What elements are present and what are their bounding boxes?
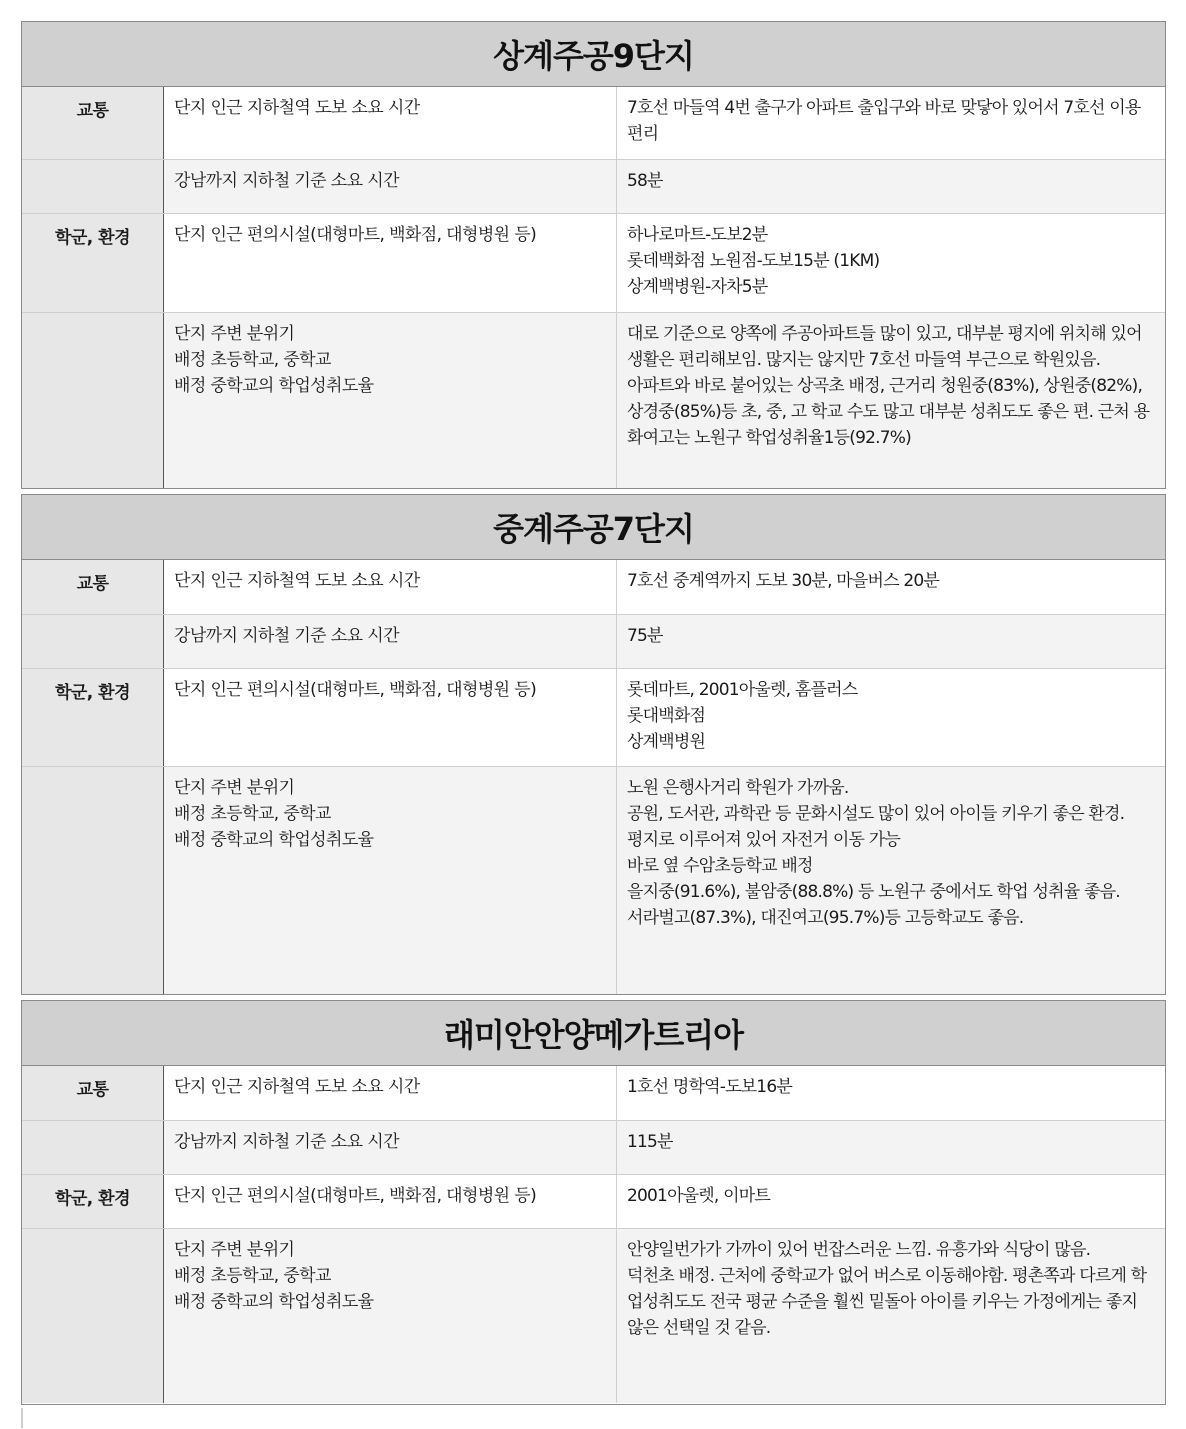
value-cell: 7호선 중계역까지 도보 30분, 마을버스 20분 bbox=[627, 571, 940, 591]
table-row bbox=[22, 614, 1165, 668]
table-row bbox=[22, 213, 1165, 312]
complex-table-3 bbox=[21, 1000, 1166, 1405]
complex-table-2 bbox=[21, 494, 1166, 995]
value-cell: 노원 은행사거리 학원가 가까움. 공원, 도서관, 과학관 등 문화시설도 많이 있어 아이들 키우기 좋은 환경. 평지로 이루어져 있어 자전거 이동 가능 바로 옆 수암초등학교 배정 을지중(91.6%), 불암중(88.8%) 등 노원구 중에서도 학업 성취율 좋음. 서라벌고(87.3%), 대진여고(95.7%)등 고등학교도 좋음. bbox=[617, 767, 1165, 994]
category-cell: 학군, 환경 bbox=[22, 669, 164, 766]
category-cell: 학군, 환경 bbox=[22, 214, 164, 312]
item-cell: 강남까지 지하철 기준 소요 시간 bbox=[164, 1121, 617, 1174]
value-cell: 115분 bbox=[617, 1121, 1165, 1174]
complex-title: 상계주공9단지 bbox=[22, 22, 1165, 87]
category-cell bbox=[22, 767, 164, 994]
category-cell bbox=[22, 615, 164, 668]
table-row bbox=[22, 159, 1165, 213]
item-cell: 단지 인근 지하철역 도보 소요 시간 bbox=[164, 1066, 617, 1120]
category-cell: 교통 bbox=[22, 87, 164, 159]
value-cell: 7호선 마들역 4번 출구가 아파트 출입구와 바로 맞닿아 있어서 7호선 이용 편리 bbox=[627, 98, 1141, 144]
complex-title: 래미안안양메가트리아 bbox=[22, 1001, 1165, 1066]
value-cell: 75분 bbox=[617, 615, 1165, 668]
item-cell: 단지 인근 지하철역 도보 소요 시간 bbox=[164, 560, 617, 614]
table-row bbox=[22, 1174, 1165, 1228]
category-cell: 학군, 환경 bbox=[22, 1175, 164, 1228]
table-row bbox=[22, 1228, 1165, 1403]
table-row bbox=[22, 1066, 1165, 1120]
item-cell: 단지 인근 편의시설(대형마트, 백화점, 대형병원 등) bbox=[164, 214, 617, 312]
table-row bbox=[22, 766, 1165, 994]
item-cell: 단지 인근 편의시설(대형마트, 백화점, 대형병원 등) bbox=[164, 669, 617, 766]
text-cursor bbox=[21, 1408, 23, 1428]
item-cell: 단지 인근 편의시설(대형마트, 백화점, 대형병원 등) bbox=[164, 1175, 617, 1228]
value-cell: 롯데마트, 2001아울렛, 홈플러스 롯대백화점 상계백병원 bbox=[627, 680, 858, 752]
value-cell: 2001아울렛, 이마트 bbox=[627, 1186, 771, 1206]
item-cell: 강남까지 지하철 기준 소요 시간 bbox=[164, 160, 617, 213]
value-cell: 58분 bbox=[617, 160, 1165, 213]
table-row bbox=[22, 668, 1165, 766]
item-cell: 단지 주변 분위기 배정 초등학교, 중학교 배정 중학교의 학업성취도율 bbox=[164, 767, 617, 994]
value-cell: 1호선 명학역-도보16분 bbox=[627, 1077, 792, 1097]
value-cell: 대로 기준으로 양쪽에 주공아파트들 많이 있고, 대부분 평지에 위치해 있어 생활은 편리해보임. 많지는 않지만 7호선 마들역 부근으로 학원있음. 아파트와 바로 붙어있는 상곡초 배정, 근거리 청원중(83%), 상원중(82%), 상경중(85%)등 초, 중, 고 학교 수도 많고 대부분 성취도도 좋은 편. 근처 용화여고는 노원구 학업성취율1등(92.7%) bbox=[617, 313, 1165, 488]
item-cell: 단지 주변 분위기 배정 초등학교, 중학교 배정 중학교의 학업성취도율 bbox=[164, 313, 617, 488]
complex-table-1 bbox=[21, 21, 1166, 489]
item-cell: 단지 주변 분위기 배정 초등학교, 중학교 배정 중학교의 학업성취도율 bbox=[164, 1229, 617, 1403]
item-cell: 단지 인근 지하철역 도보 소요 시간 bbox=[164, 87, 617, 159]
value-cell: 안양일번가가 가까이 있어 번잡스러운 느낌. 유흥가와 식당이 많음. 덕천초 배정. 근처에 중학교가 없어 버스로 이동해야함. 평촌쪽과 다르게 학업성취도도 전국 평균 수준을 훨씬 밑돌아 아이를 키우는 가정에게는 좋지 않은 선택일 것 같음. bbox=[617, 1229, 1165, 1403]
category-cell: 교통 bbox=[22, 560, 164, 614]
table-row bbox=[22, 1120, 1165, 1174]
category-cell bbox=[22, 1121, 164, 1174]
category-cell: 교통 bbox=[22, 1066, 164, 1120]
value-cell: 하나로마트-도보2분 롯데백화점 노원점-도보15분 (1KM) 상계백병원-자차5분 bbox=[627, 225, 880, 297]
complex-title: 중계주공7단지 bbox=[22, 495, 1165, 560]
category-cell bbox=[22, 160, 164, 213]
table-row bbox=[22, 560, 1165, 614]
category-cell bbox=[22, 1229, 164, 1403]
table-row bbox=[22, 312, 1165, 488]
item-cell: 강남까지 지하철 기준 소요 시간 bbox=[164, 615, 617, 668]
table-row bbox=[22, 87, 1165, 159]
category-cell bbox=[22, 313, 164, 488]
